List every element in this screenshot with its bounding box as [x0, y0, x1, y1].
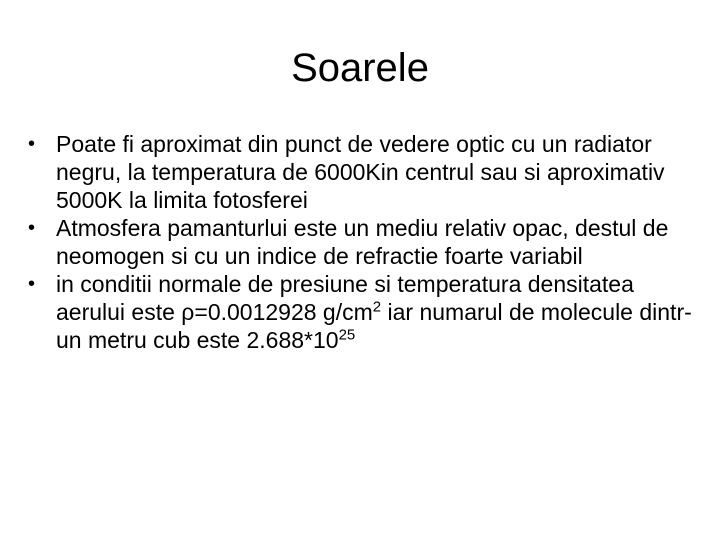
bullet-text-molecules: iar numarul de molecule dintr-un metru cub este 2.688*10	[56, 299, 692, 353]
density-exponent: 2	[372, 298, 382, 316]
bullet-item-atmosphere	[26, 214, 696, 270]
bullet-item-air-density	[26, 270, 696, 354]
slide-title: Soarele	[291, 46, 429, 90]
bullet-item-blackbody	[26, 130, 696, 214]
bullet-list	[26, 130, 696, 354]
molecule-count-exponent: 25	[338, 326, 356, 344]
bullet-icon: •	[28, 217, 36, 239]
bullet-text: Atmosfera pamanturlui este un mediu relativ opac, destul de neomogen si cu un indice de refractie foarte variabil	[56, 215, 669, 269]
bullet-icon: •	[28, 273, 36, 295]
bullet-text: Poate fi aproximat din punct de vedere optic cu un radiator negru, la temperatura de 6000Kin centrul sau si aproximativ 5000K la limita fotosferei	[56, 131, 665, 213]
bullet-text-density: in conditii normale de presiune si temperatura densitatea aerului este ρ=0.0012928 g/cm	[56, 271, 634, 325]
bullet-icon: •	[28, 133, 36, 155]
